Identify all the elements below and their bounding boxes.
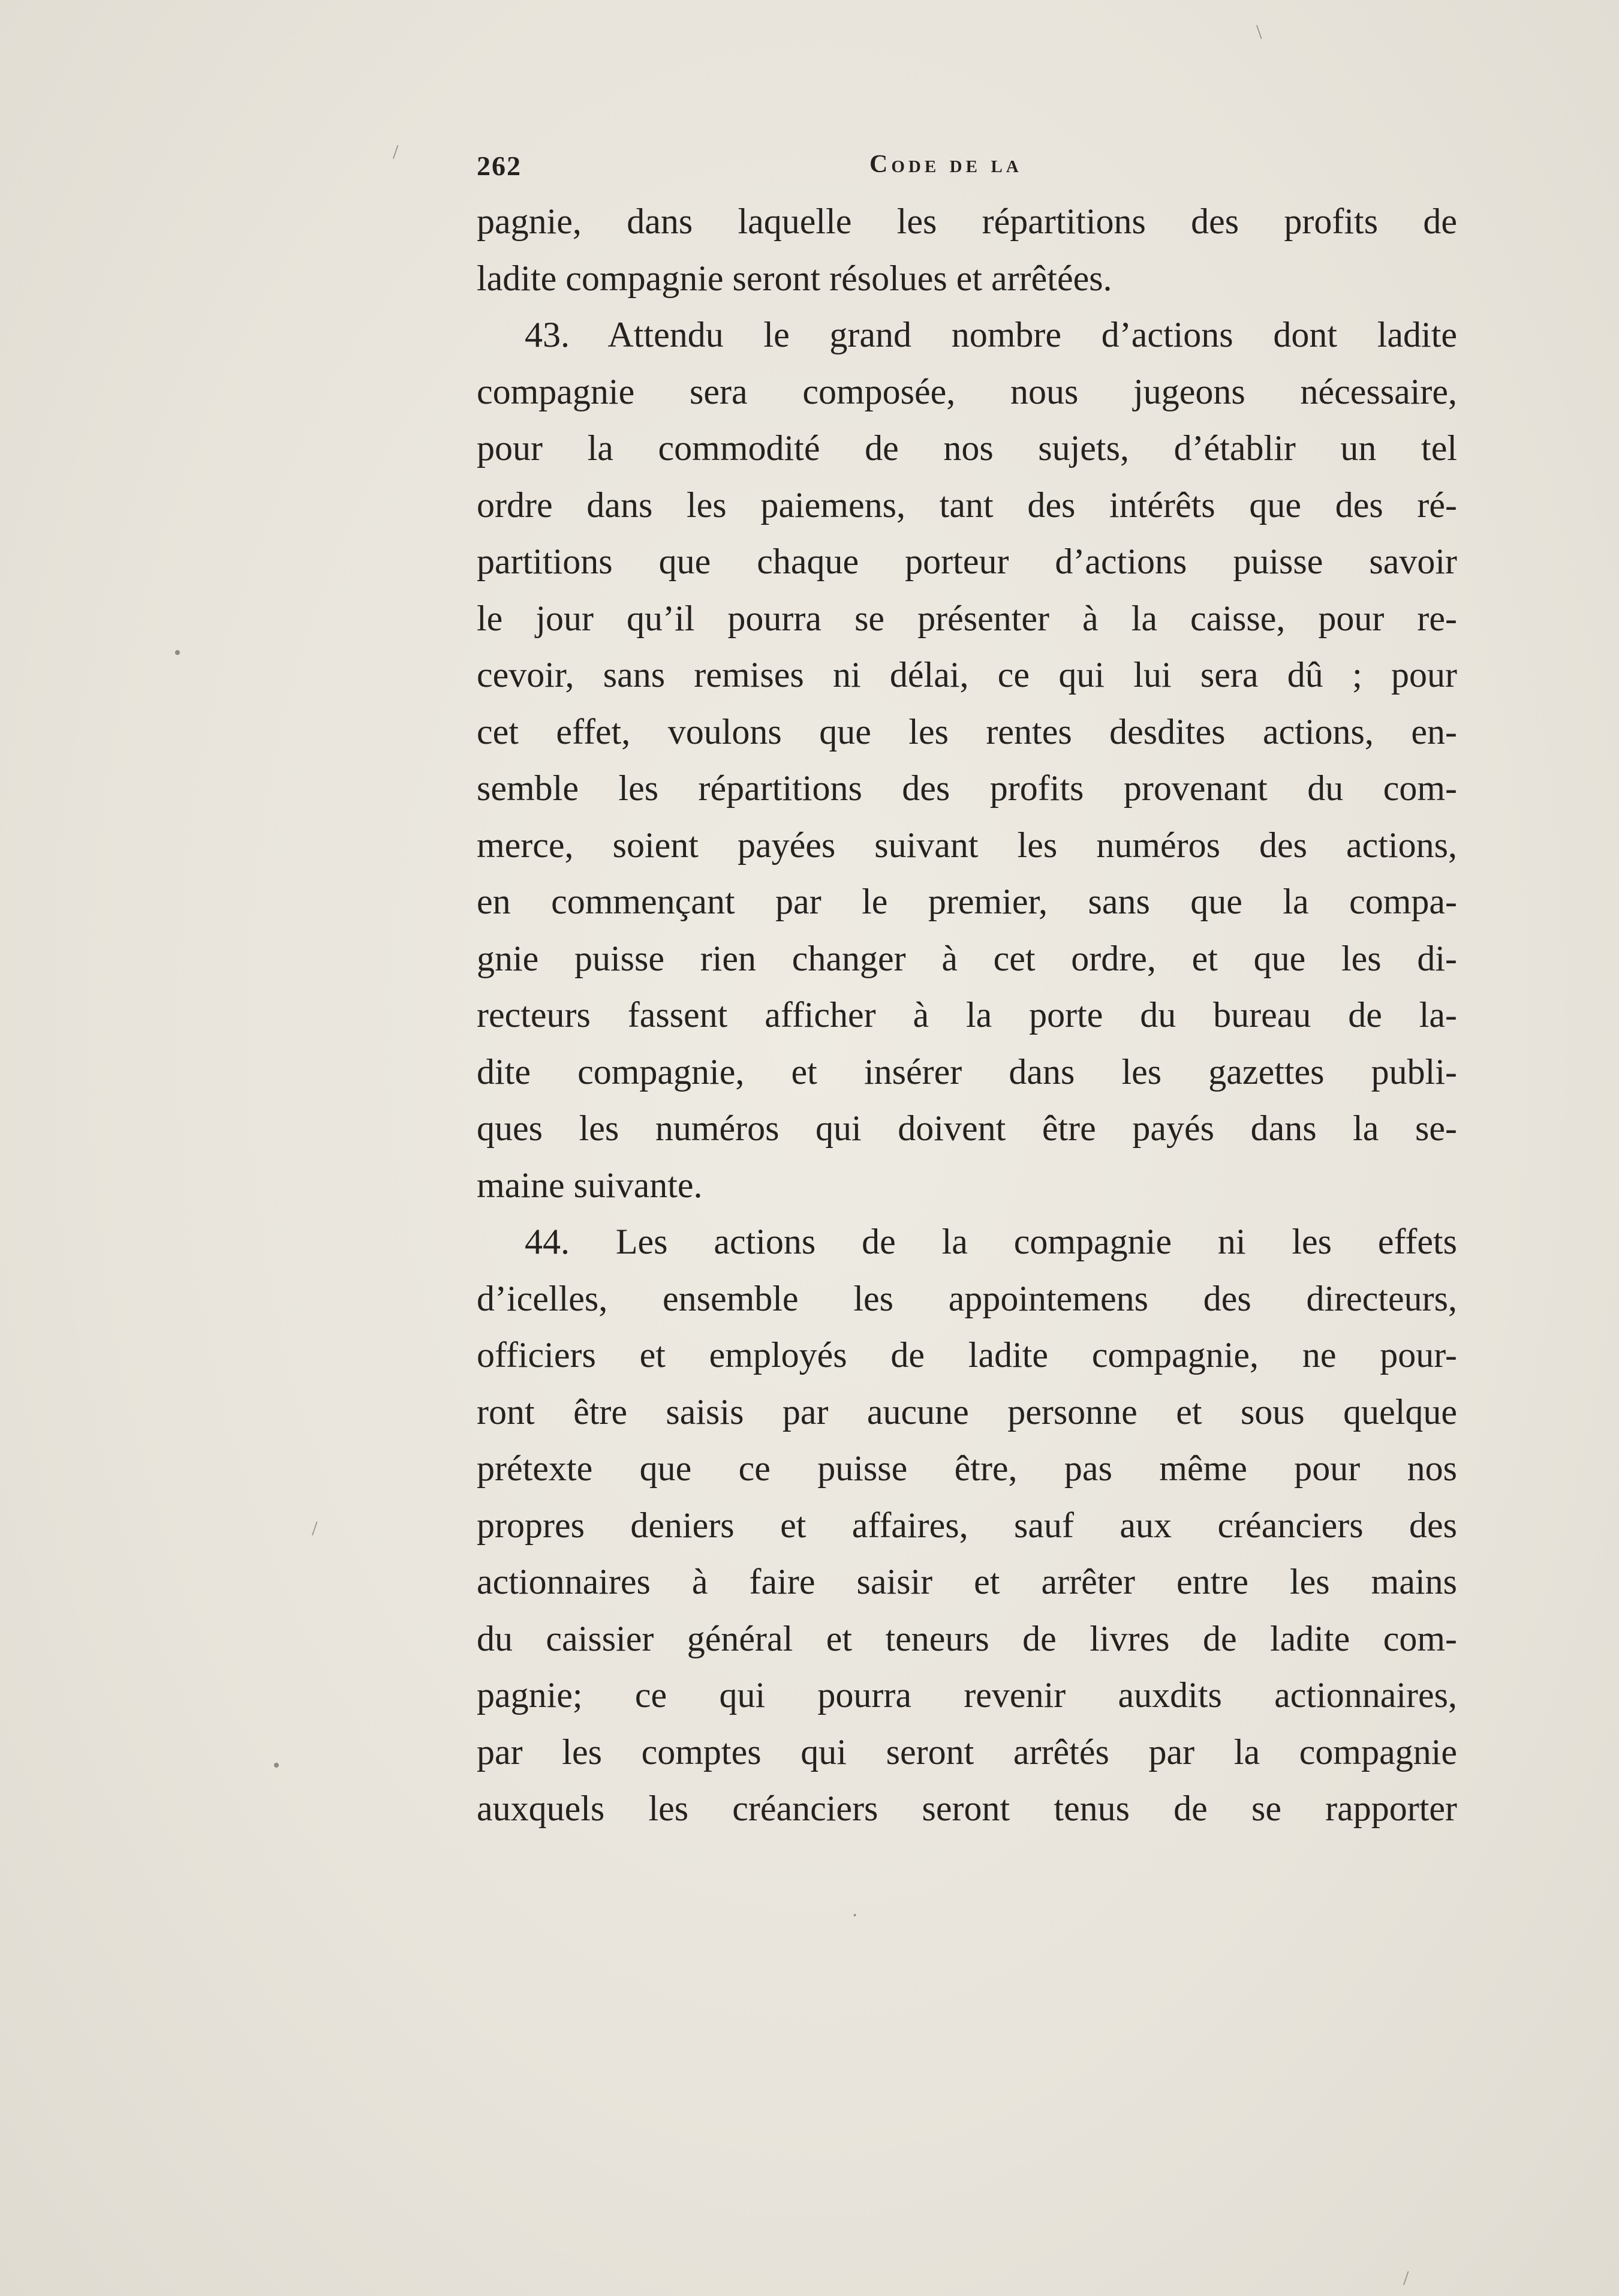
text-line: le jour qu’il pourra se présenter à la caisse, pour re- [477, 598, 1457, 638]
running-head: Code de la [869, 151, 1022, 178]
article-44-start: 44. Les actions de la compagnie ni les effets [525, 1222, 1457, 1261]
text-line: ladite compagnie seront résolues et arrêtées. [477, 258, 1112, 298]
article-43-start: 43. Attendu le grand nombre d’actions dont ladite [525, 315, 1457, 354]
text-line: ront être saisis par aucune personne et sous quelque [477, 1392, 1457, 1432]
text-line: partitions que chaque porteur d’actions puisse savoir [477, 542, 1457, 581]
body-text [477, 193, 1457, 1837]
text-line: cevoir, sans remises ni délai, ce qui lui sera dû ; pour [477, 655, 1457, 695]
text-line: ques les numéros qui doivent être payés dans la se- [477, 1108, 1457, 1148]
text-line: auxquels les créanciers seront tenus de se rapporter [477, 1789, 1457, 1828]
text-line: recteurs fassent afficher à la porte du bureau de la- [477, 995, 1457, 1035]
text-line: par les comptes qui seront arrêtés par la compagnie [477, 1732, 1457, 1772]
text-line: cet effet, voulons que les rentes desdites actions, en- [477, 711, 1457, 752]
text-line: maine suivante. [477, 1165, 703, 1205]
text-line: pour la commodité de nos sujets, d’établir un tel [477, 428, 1457, 468]
text-line: ordre dans les paiemens, tant des intérêts que des ré- [477, 485, 1457, 525]
paper-speck: • [273, 1754, 280, 1777]
text-line: du caissier général et teneurs de livres de ladite com- [477, 1618, 1457, 1658]
paper-speck: · [851, 1904, 859, 1927]
text-line: propres deniers et affaires, sauf aux créanciers des [477, 1505, 1457, 1545]
text-line: gnie puisse rien changer à cet ordre, et que les di- [477, 938, 1457, 978]
paper-speck: / [312, 1517, 318, 1540]
text-line: compagnie sera composée, nous jugeons nécessaire, [477, 371, 1457, 411]
text-line: pagnie; ce qui pourra revenir auxdits actionnaires, [477, 1675, 1457, 1715]
text-line: actionnaires à faire saisir et arrêter entre les mains [477, 1562, 1457, 1601]
text-line: en commençant par le premier, sans que la compa- [477, 882, 1457, 921]
text-line: pagnie, dans laquelle les répartitions des profits de [477, 202, 1457, 241]
paper-speck: • [174, 642, 181, 664]
text-line: d’icelles, ensemble les appointemens des directeurs, [477, 1278, 1457, 1318]
paper-speck: / [1403, 2267, 1409, 2289]
page-header [477, 150, 1448, 186]
paper-speck: / [393, 141, 399, 163]
text-line: merce, soient payées suivant les numéros des actions, [477, 825, 1457, 865]
text-line: semble les répartitions des profits provenant du com- [477, 768, 1457, 808]
text-line: dite compagnie, et insérer dans les gazettes publi- [477, 1051, 1457, 1092]
text-line: prétexte que ce puisse être, pas même pour nos [477, 1448, 1457, 1488]
paper-speck: \ [1256, 21, 1262, 43]
page-number: 262 [477, 151, 522, 181]
text-line: officiers et employés de ladite compagnie, ne pour- [477, 1335, 1457, 1375]
